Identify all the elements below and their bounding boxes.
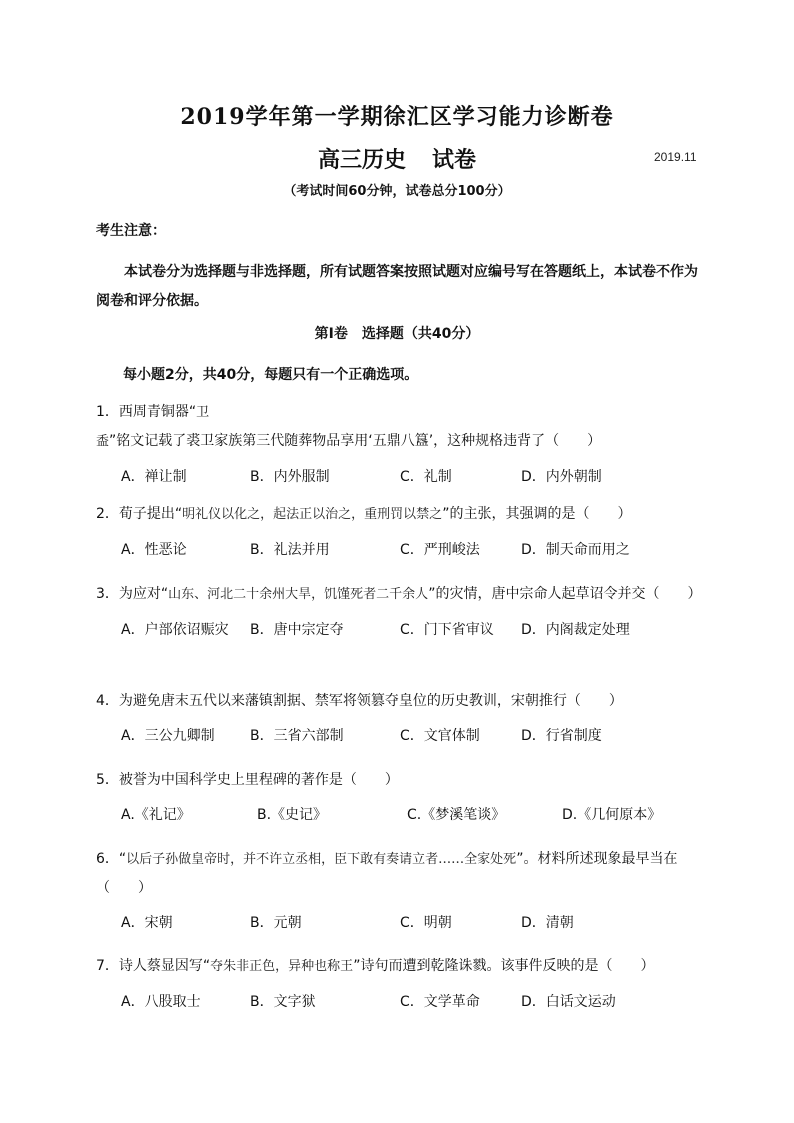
answer-options <box>96 725 708 747</box>
exam-time-info: （考试时间60分钟，试卷总分100分） <box>283 184 511 199</box>
option-c: C．礼制 <box>400 469 452 485</box>
option-c: C．文学革命 <box>400 994 480 1010</box>
quoted-text: 明礼仪以化之，起法正以治之，重刑罚以禁之 <box>182 507 443 522</box>
question-3 <box>96 580 708 641</box>
option-b: B．内外服制 <box>250 469 330 485</box>
question-stem: 5．被誉为中国科学史上里程碑的著作是（ ） <box>96 772 399 788</box>
question-stem: 7．诗人蔡显因写“夺朱非正色，异种也称王”诗句而遭到乾隆诛戮。该事件反映的是（ ） <box>96 958 655 974</box>
question-1 <box>96 398 708 488</box>
option-d: D．行省制度 <box>521 728 602 744</box>
option-b: B．唐中宗定夺 <box>250 622 344 638</box>
question-stem: 3．为应对“山东、河北二十余州大旱，饥馑死者二千余人”的灾情，唐中宗命人起草诏令并交（ ） <box>96 586 702 602</box>
exam-date: 2019.11 <box>654 150 697 164</box>
question-5 <box>96 766 708 826</box>
option-d: D．内阁裁定处理 <box>521 622 630 638</box>
question-2 <box>96 500 708 561</box>
answer-options <box>96 912 708 934</box>
question-stem: 1．西周青铜器“卫盉”铭文记载了裘卫家族第三代随葬物品享用‘五鼎八簋’，这种规格违背了（ ） <box>96 404 602 449</box>
question-6 <box>96 845 708 934</box>
answer-options <box>96 466 708 488</box>
question-stem: 2．荀子提出“明礼仪以化之，起法正以治之，重刑罚以禁之”的主张，其强调的是（ ） <box>96 506 632 522</box>
exam-title: 2019学年第一学期徐汇区学习能力诊断卷 <box>180 104 614 130</box>
option-c: C．文官体制 <box>400 728 480 744</box>
option-a: A．三公九卿制 <box>121 728 215 744</box>
option-c: C．门下省审议 <box>400 622 494 638</box>
option-c: C．明朝 <box>400 915 452 931</box>
question-7 <box>96 952 708 1013</box>
notice-heading: 考生注意： <box>96 223 166 239</box>
subject-label: 高三历史 <box>317 147 406 173</box>
option-d: D．内外朝制 <box>521 469 602 485</box>
option-a: A.《礼记》 <box>121 807 191 823</box>
quoted-text: 以后子孙做皇帝时，并不许立丞相，臣下敢有奏请立者……全家处死 <box>126 852 517 867</box>
answer-options <box>96 619 708 641</box>
quoted-text: 山东、河北二十余州大旱，饥馑死者二千余人 <box>168 587 429 602</box>
option-a: A．户部依诏赈灾 <box>121 622 229 638</box>
section-instructions: 每小题2分，共40分，每题只有一个正确选项。 <box>123 367 419 383</box>
quoted-text: 卫盉 <box>96 405 210 449</box>
option-b: B．三省六部制 <box>250 728 344 744</box>
option-a: A．宋朝 <box>121 915 173 931</box>
option-a: A．禅让制 <box>121 469 187 485</box>
question-4 <box>96 687 708 747</box>
answer-options <box>96 539 708 561</box>
notice-body: 本试卷分为选择题与非选择题，所有试题答案按照试题对应编号写在答题纸上，本试卷不作为阅卷和评分依据。 <box>96 264 698 309</box>
paper-label: 试卷 <box>432 147 477 173</box>
option-a: A．八股取士 <box>121 994 201 1010</box>
option-b: B.《史记》 <box>257 807 328 823</box>
option-b: B．文字狱 <box>250 994 316 1010</box>
option-d: D．清朝 <box>521 915 574 931</box>
answer-options <box>96 991 708 1013</box>
option-d: D．制天命而用之 <box>521 542 630 558</box>
answer-options <box>96 804 708 826</box>
option-d: D.《几何原本》 <box>562 807 662 823</box>
option-d: D．白话文运动 <box>521 994 616 1010</box>
option-b: B．元朝 <box>250 915 302 931</box>
question-stem: 6．“以后子孙做皇帝时，并不许立丞相，臣下敢有奏请立者……全家处死”。材料所述现象最早当在（ ） <box>96 851 678 896</box>
option-a: A．性恶论 <box>121 542 187 558</box>
quoted-text: 夺朱非正色，异种也称王 <box>210 959 354 974</box>
option-c: C．严刑峻法 <box>400 542 480 558</box>
option-b: B．礼法并用 <box>250 542 330 558</box>
option-c: C.《梦溪笔谈》 <box>407 807 506 823</box>
question-stem: 4．为避免唐末五代以来藩镇割据、禁军将领篡夺皇位的历史教训，宋朝推行（ ） <box>96 693 623 709</box>
section-heading: 第Ⅰ卷 选择题（共40分） <box>314 326 480 342</box>
